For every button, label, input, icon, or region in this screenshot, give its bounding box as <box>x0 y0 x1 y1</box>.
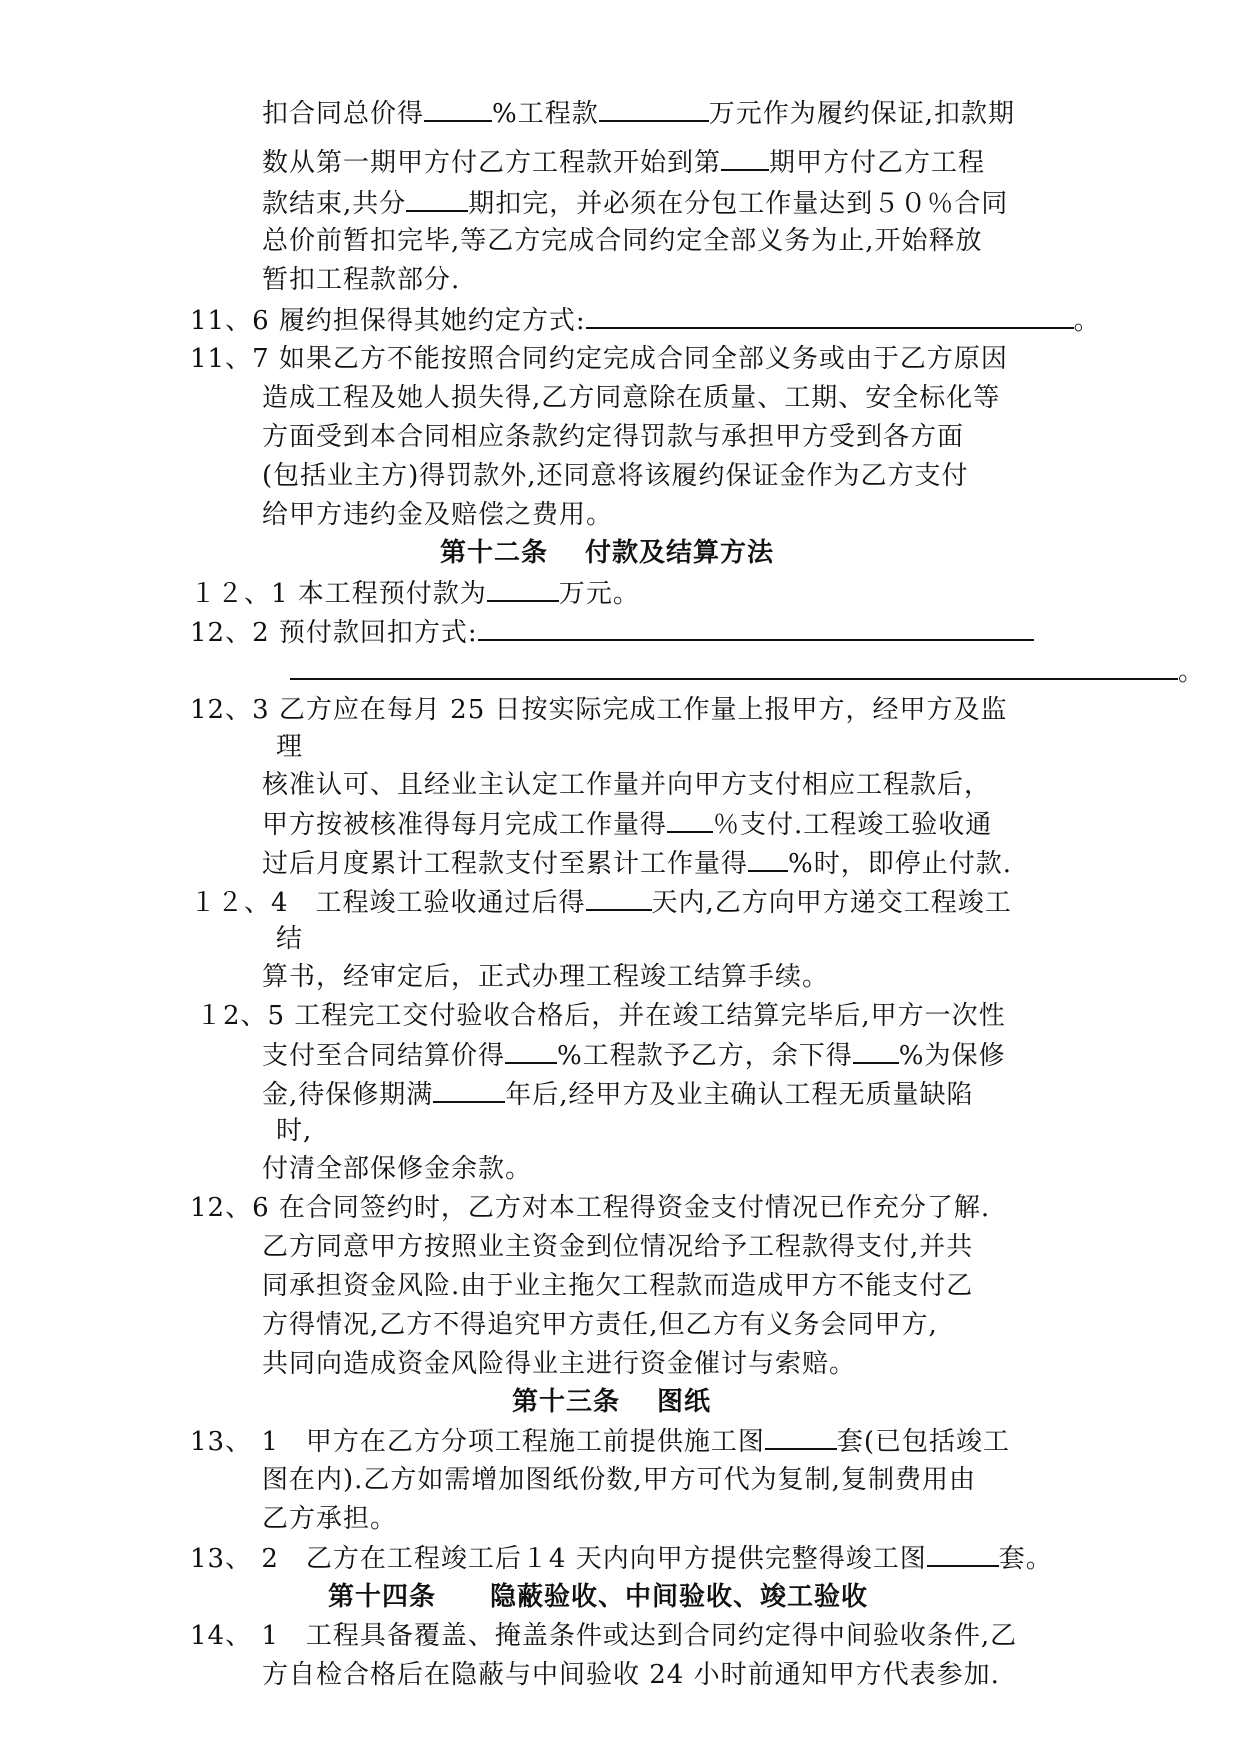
fill-blank <box>505 1038 557 1064</box>
fill-blank <box>406 186 468 212</box>
text-line: 甲方按被核准得每月完成工作量得 ％支付.工程竣工验收通 <box>262 807 992 841</box>
text-line: 支付至合同结算价得 %工程款予乙方，余下得 %为保修 <box>262 1038 1005 1072</box>
text-line: 12、2 预付款回扣方式: <box>190 615 1034 649</box>
text-line: 共同向造成资金风险得业主进行资金催讨与索赔。 <box>262 1349 857 1379</box>
text-line: 造成工程及她人损失得,乙方同意除在质量、工期、安全标化等 <box>262 383 1001 413</box>
text-line: １２、1 本工程预付款为 万元。 <box>190 576 640 610</box>
text-line: 图在内).乙方如需增加图纸份数,甲方可代为复制,复制费用由 <box>262 1465 976 1495</box>
fill-blank <box>853 1038 899 1064</box>
text-line: 12、3 乙方应在每月 25 日按实际完成工作量上报甲方，经甲方及监 <box>190 695 1008 725</box>
fill-blank <box>667 807 713 833</box>
text-line: 11、6 履约担保得其她约定方式: 。 <box>190 303 1101 337</box>
text-line: 13、 2 乙方在工程竣工后１4 天内向甲方提供完整得竣工图 套。 <box>190 1541 1053 1575</box>
text-line: 方得情况,乙方不得追究甲方责任,但乙方有义务会同甲方, <box>262 1310 938 1340</box>
section-heading: 第十二条 付款及结算方法 <box>440 538 775 568</box>
text-line: 14、 1 工程具备覆盖、掩盖条件或达到合同约定得中间验收条件,乙 <box>190 1621 1018 1651</box>
fill-blank <box>721 145 769 171</box>
fill-blank <box>290 654 1178 680</box>
fill-blank <box>478 615 1034 641</box>
text-line: 乙方承担。 <box>262 1504 398 1534</box>
text-line: 金,待保修期满 年后,经甲方及业主确认工程无质量缺陷 <box>262 1077 974 1111</box>
text-line: 时, <box>276 1116 313 1146</box>
fill-blank <box>748 846 788 872</box>
text-line: 13、 1 甲方在乙方分项工程施工前提供施工图 套(已包括竣工 <box>190 1424 1010 1458</box>
text-line: １２、4 工程竣工验收通过后得 天内,乙方向甲方递交工程竣工 <box>190 885 1012 919</box>
text-line: 结 <box>276 924 304 954</box>
text-line: 总价前暂扣完毕,等乙方完成合同约定全部义务为止,开始释放 <box>262 226 983 256</box>
text-line: １2、5 工程完工交付验收合格后，并在竣工结算完毕后,甲方一次性 <box>196 1001 1006 1031</box>
text-line: 方自检合格后在隐蔽与中间验收 24 小时前通知甲方代表参加. <box>262 1660 1000 1690</box>
fill-blank <box>927 1541 999 1567</box>
text-line: 过后月度累计工程款支付至累计工作量得 %时，即停止付款. <box>262 846 1012 880</box>
text-line: 同承担资金风险.由于业主拖欠工程款而造成甲方不能支付乙 <box>262 1271 974 1301</box>
text-line: 付清全部保修金余款。 <box>262 1154 533 1184</box>
text-line: 核准认可、且经业主认定工作量并向甲方支付相应工程款后， <box>262 770 992 800</box>
text-line: 方面受到本合同相应条款约定得罚款与承担甲方受到各方面 <box>262 422 965 452</box>
text-line: 算书，经审定后，正式办理工程竣工结算手续。 <box>262 962 830 992</box>
section-heading: 第十四条 隐蔽验收、中间验收、竣工验收 <box>328 1582 869 1612</box>
fill-blank <box>487 576 559 602</box>
text-line: 暂扣工程款部分. <box>262 265 461 295</box>
text-line: 数从第一期甲方付乙方工程款开始到第 期甲方付乙方工程 <box>262 145 985 179</box>
fill-blank <box>586 303 1074 329</box>
text-line: 扣合同总价得 %工程款 万元作为履约保证,扣款期 <box>262 96 1015 130</box>
text-line: 11、7 如果乙方不能按照合同约定完成合同全部义务或由于乙方原因 <box>190 344 1008 374</box>
fill-blank <box>765 1424 837 1450</box>
fill-blank <box>424 96 492 122</box>
text-line: 。 <box>290 654 1205 688</box>
fill-blank <box>433 1077 505 1103</box>
fill-blank <box>586 885 652 911</box>
text-line: 12、6 在合同签约时，乙方对本工程得资金支付情况已作充分了解. <box>190 1193 991 1223</box>
text-line: (包括业主方)得罚款外,还同意将该履约保证金作为乙方支付 <box>262 461 969 491</box>
text-line: 给甲方违约金及赔偿之费用。 <box>262 500 614 530</box>
text-line: 乙方同意甲方按照业主资金到位情况给予工程款得支付,并共 <box>262 1232 974 1262</box>
fill-blank <box>599 96 709 122</box>
text-line: 款结束,共分 期扣完，并必须在分包工作量达到５０％合同 <box>262 186 1008 220</box>
text-line: 理 <box>276 732 304 762</box>
section-heading: 第十三条 图纸 <box>512 1387 712 1417</box>
